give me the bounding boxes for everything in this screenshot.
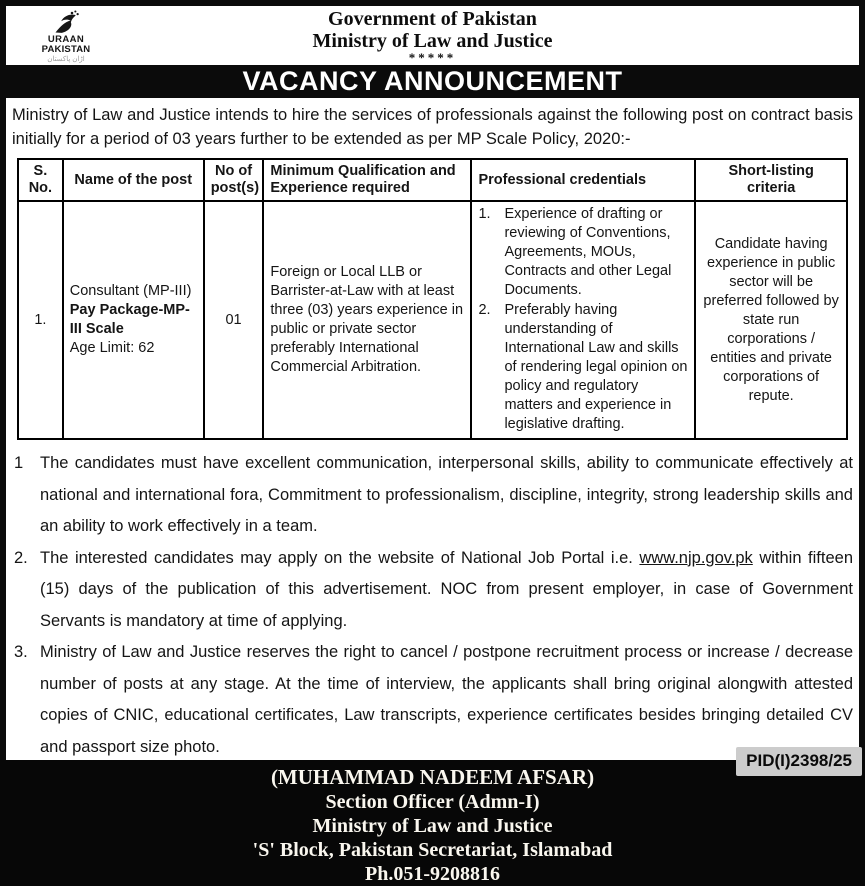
note-text: Ministry of Law and Justice reserves the right to cancel / postpone recruitment process or increase / decrease number of posts at any stage. At the time of interview, the applicants shall bring original alongwith attested copies of CNIC, educational certificates, Law transcripts, experience certificates besides bringing detailed CV and passport size photo. (40, 643, 853, 756)
ministry-title: Ministry of Law and Justice (312, 30, 553, 52)
note-number: 2. (14, 548, 28, 567)
cell-qualification: Foreign or Local LLB or Barrister-at-Law with at least three (03) years experience in public or private sector preferably International Commercial Arbitration. (263, 201, 471, 439)
uraan-pakistan-logo (30, 9, 102, 63)
post-package: Pay Package-MP-III Scale (69, 302, 190, 337)
note-text: The candidates must have excellent communication, interpersonal skills, ability to communicate effectively at national and international fora, Commitment to professionalism, discipline, integrity, strong leadership skills and an ability to work effectively in a team. (40, 454, 853, 535)
credential-number: 1. (478, 206, 491, 222)
credential-item (478, 301, 688, 434)
note-number: 1 (14, 454, 24, 472)
note-item-1 (14, 448, 853, 543)
table-row (18, 201, 847, 439)
col-header-post-name: Name of the post (63, 159, 204, 201)
post-title: Consultant (MP-III) (69, 283, 192, 299)
footer-phone: Ph.051-9208816 (365, 863, 500, 885)
table-header-row (18, 159, 847, 201)
footer-address: 'S' Block, Pakistan Secretariat, Islamabad (252, 839, 613, 861)
credential-item (478, 205, 688, 300)
intro-paragraph: Ministry of Law and Justice intends to hire the services of professionals against the following post on contract basis initially for a period of 03 years further to be extended as per MP Scale Policy, 2020:- (12, 106, 853, 148)
njp-link[interactable]: www.njp.gov.pk (639, 548, 753, 567)
cell-criteria: Candidate having experience in public sector will be preferred followed by state run corporations / entities and private corporations of repute. (695, 201, 847, 439)
note-item-3 (14, 637, 853, 760)
logo-urdu-text: اڑان پاکستان (47, 55, 85, 63)
col-header-qualification: Minimum Qualification and Experience required (263, 159, 471, 201)
government-title: Government of Pakistan (328, 8, 537, 30)
vacancy-table (17, 158, 848, 440)
note-text (40, 543, 853, 638)
terms-notes-list (14, 448, 853, 760)
credential-text: Preferably having understanding of International Law and skills of rendering legal opinion on policy and regulatory matters and experience in legislative drafting. (504, 302, 688, 432)
col-header-criteria: Short-listing criteria (695, 159, 847, 201)
post-age-limit: Age Limit: 62 (69, 340, 155, 356)
note-item-2 (14, 543, 853, 638)
page-header (6, 6, 859, 65)
cell-post-name (63, 201, 204, 439)
footer-ministry: Ministry of Law and Justice (312, 815, 553, 837)
credential-text: Experience of drafting or reviewing of Conventions, Agreements, MOUs, Contracts and other Legal Documents. (504, 206, 672, 298)
officer-designation: Section Officer (Admn-I) (325, 791, 540, 813)
credential-number: 2. (478, 302, 491, 318)
signature-footer (0, 760, 865, 886)
uraan-bird-icon (30, 9, 102, 35)
note-text-before: The interested candidates may apply on the website of National Job Portal i.e. (40, 548, 640, 567)
pid-badge: PID(I)2398/25 (736, 747, 862, 776)
note-text-after: within fifteen (15) days of the publication of this advertisement. NOC from present employer, in case of Government Servants is mandatory at time of applying. (40, 548, 853, 630)
col-header-sno: S. No. (18, 159, 63, 201)
col-header-credentials: Professional credentials (471, 159, 695, 201)
note-number: 3. (14, 643, 28, 661)
col-header-no-of-posts: No of post(s) (204, 159, 264, 201)
announcement-body (6, 98, 859, 760)
cell-credentials (471, 201, 695, 439)
vacancy-banner: VACANCY ANNOUNCEMENT (0, 65, 865, 98)
stars-separator: ***** (408, 50, 457, 65)
logo-text-pakistan: PAKISTAN (41, 43, 91, 55)
officer-name: (MUHAMMAD NADEEM AFSAR) (270, 765, 595, 789)
cell-posts-count: 01 (204, 201, 264, 439)
logo-text-uraan: URAAN (47, 34, 85, 45)
cell-sno: 1. (18, 201, 63, 439)
